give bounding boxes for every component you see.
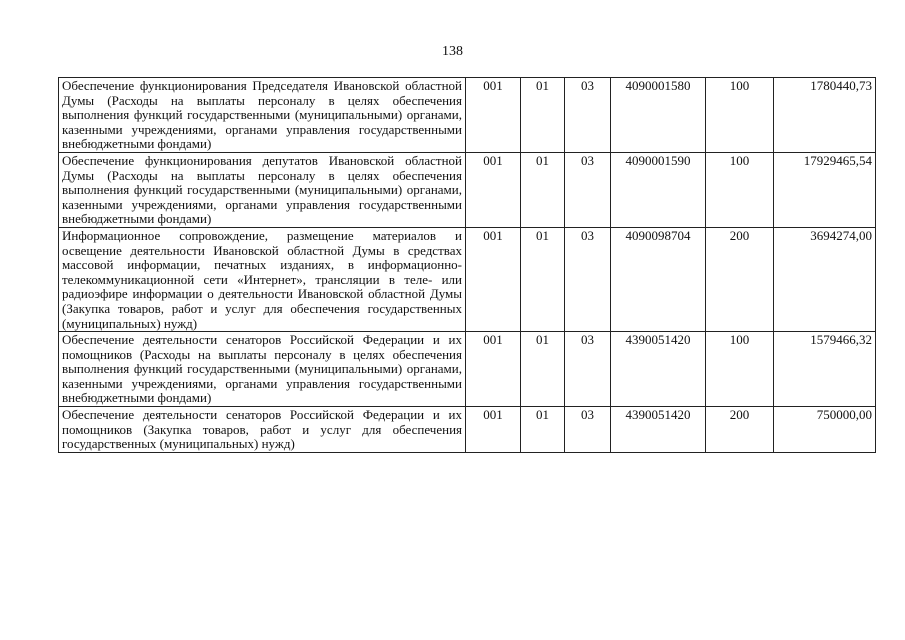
row-code-section: 01 xyxy=(521,407,565,453)
row-target-code: 4390051420 xyxy=(611,332,706,407)
row-amount: 1579466,32 xyxy=(774,332,876,407)
row-expense-type: 100 xyxy=(706,332,774,407)
row-target-code: 4090098704 xyxy=(611,227,706,331)
row-expense-type: 200 xyxy=(706,227,774,331)
row-code-subsection: 03 xyxy=(565,78,611,153)
row-code-subsection: 03 xyxy=(565,332,611,407)
row-expense-type: 200 xyxy=(706,407,774,453)
row-target-code: 4390051420 xyxy=(611,407,706,453)
row-description: Обеспечение функционирования депутатов Ивановской областной Думы (Расходы на выплаты персоналу в целях обеспечения выполнения функций государственными (муниципальными) органами, казенными учреждениями, органами управления государственными внебюджетными фондами) xyxy=(59,152,466,227)
row-code-admin: 001 xyxy=(466,227,521,331)
row-amount: 17929465,54 xyxy=(774,152,876,227)
budget-table xyxy=(58,77,876,453)
table-row xyxy=(59,152,876,227)
row-code-admin: 001 xyxy=(466,407,521,453)
row-code-admin: 001 xyxy=(466,78,521,153)
row-amount: 1780440,73 xyxy=(774,78,876,153)
row-amount: 750000,00 xyxy=(774,407,876,453)
row-code-section: 01 xyxy=(521,78,565,153)
table-row xyxy=(59,332,876,407)
page-number: 138 xyxy=(442,44,463,59)
row-description: Обеспечение функционирования Председателя Ивановской областной Думы (Расходы на выплаты персоналу в целях обеспечения выполнения функций государственными (муниципальными) органами, казенными учреждениями, органами управления государственными внебюджетными фондами) xyxy=(59,78,466,153)
row-description: Обеспечение деятельности сенаторов Российской Федерации и их помощников (Закупка товаров, работ и услуг для обеспечения государственных (муниципальных) нужд) xyxy=(59,407,466,453)
row-amount: 3694274,00 xyxy=(774,227,876,331)
table-row xyxy=(59,78,876,153)
row-code-subsection: 03 xyxy=(565,407,611,453)
table-row xyxy=(59,227,876,331)
row-description: Обеспечение деятельности сенаторов Российской Федерации и их помощников (Расходы на выплаты персоналу в целях обеспечения выполнения функций государственными (муниципальными) органами, казенными учреждениями, органами управления государственными внебюджетными фондами) xyxy=(59,332,466,407)
row-code-admin: 001 xyxy=(466,332,521,407)
row-code-admin: 001 xyxy=(466,152,521,227)
row-expense-type: 100 xyxy=(706,152,774,227)
row-code-section: 01 xyxy=(521,332,565,407)
row-code-section: 01 xyxy=(521,152,565,227)
row-description: Информационное сопровождение, размещение материалов и освещение деятельности Ивановской областной Думы в средствах массовой информации, печатных изданиях, в информационно-телекоммуникационной сети «Интернет», трансляции в теле- или радиоэфире информации о деятельности Ивановской областной Думы (Закупка товаров, работ и услуг для обеспечения государственных (муниципальных) нужд) xyxy=(59,227,466,331)
row-code-subsection: 03 xyxy=(565,227,611,331)
row-target-code: 4090001580 xyxy=(611,78,706,153)
table-row xyxy=(59,407,876,453)
row-target-code: 4090001590 xyxy=(611,152,706,227)
row-expense-type: 100 xyxy=(706,78,774,153)
row-code-subsection: 03 xyxy=(565,152,611,227)
row-code-section: 01 xyxy=(521,227,565,331)
